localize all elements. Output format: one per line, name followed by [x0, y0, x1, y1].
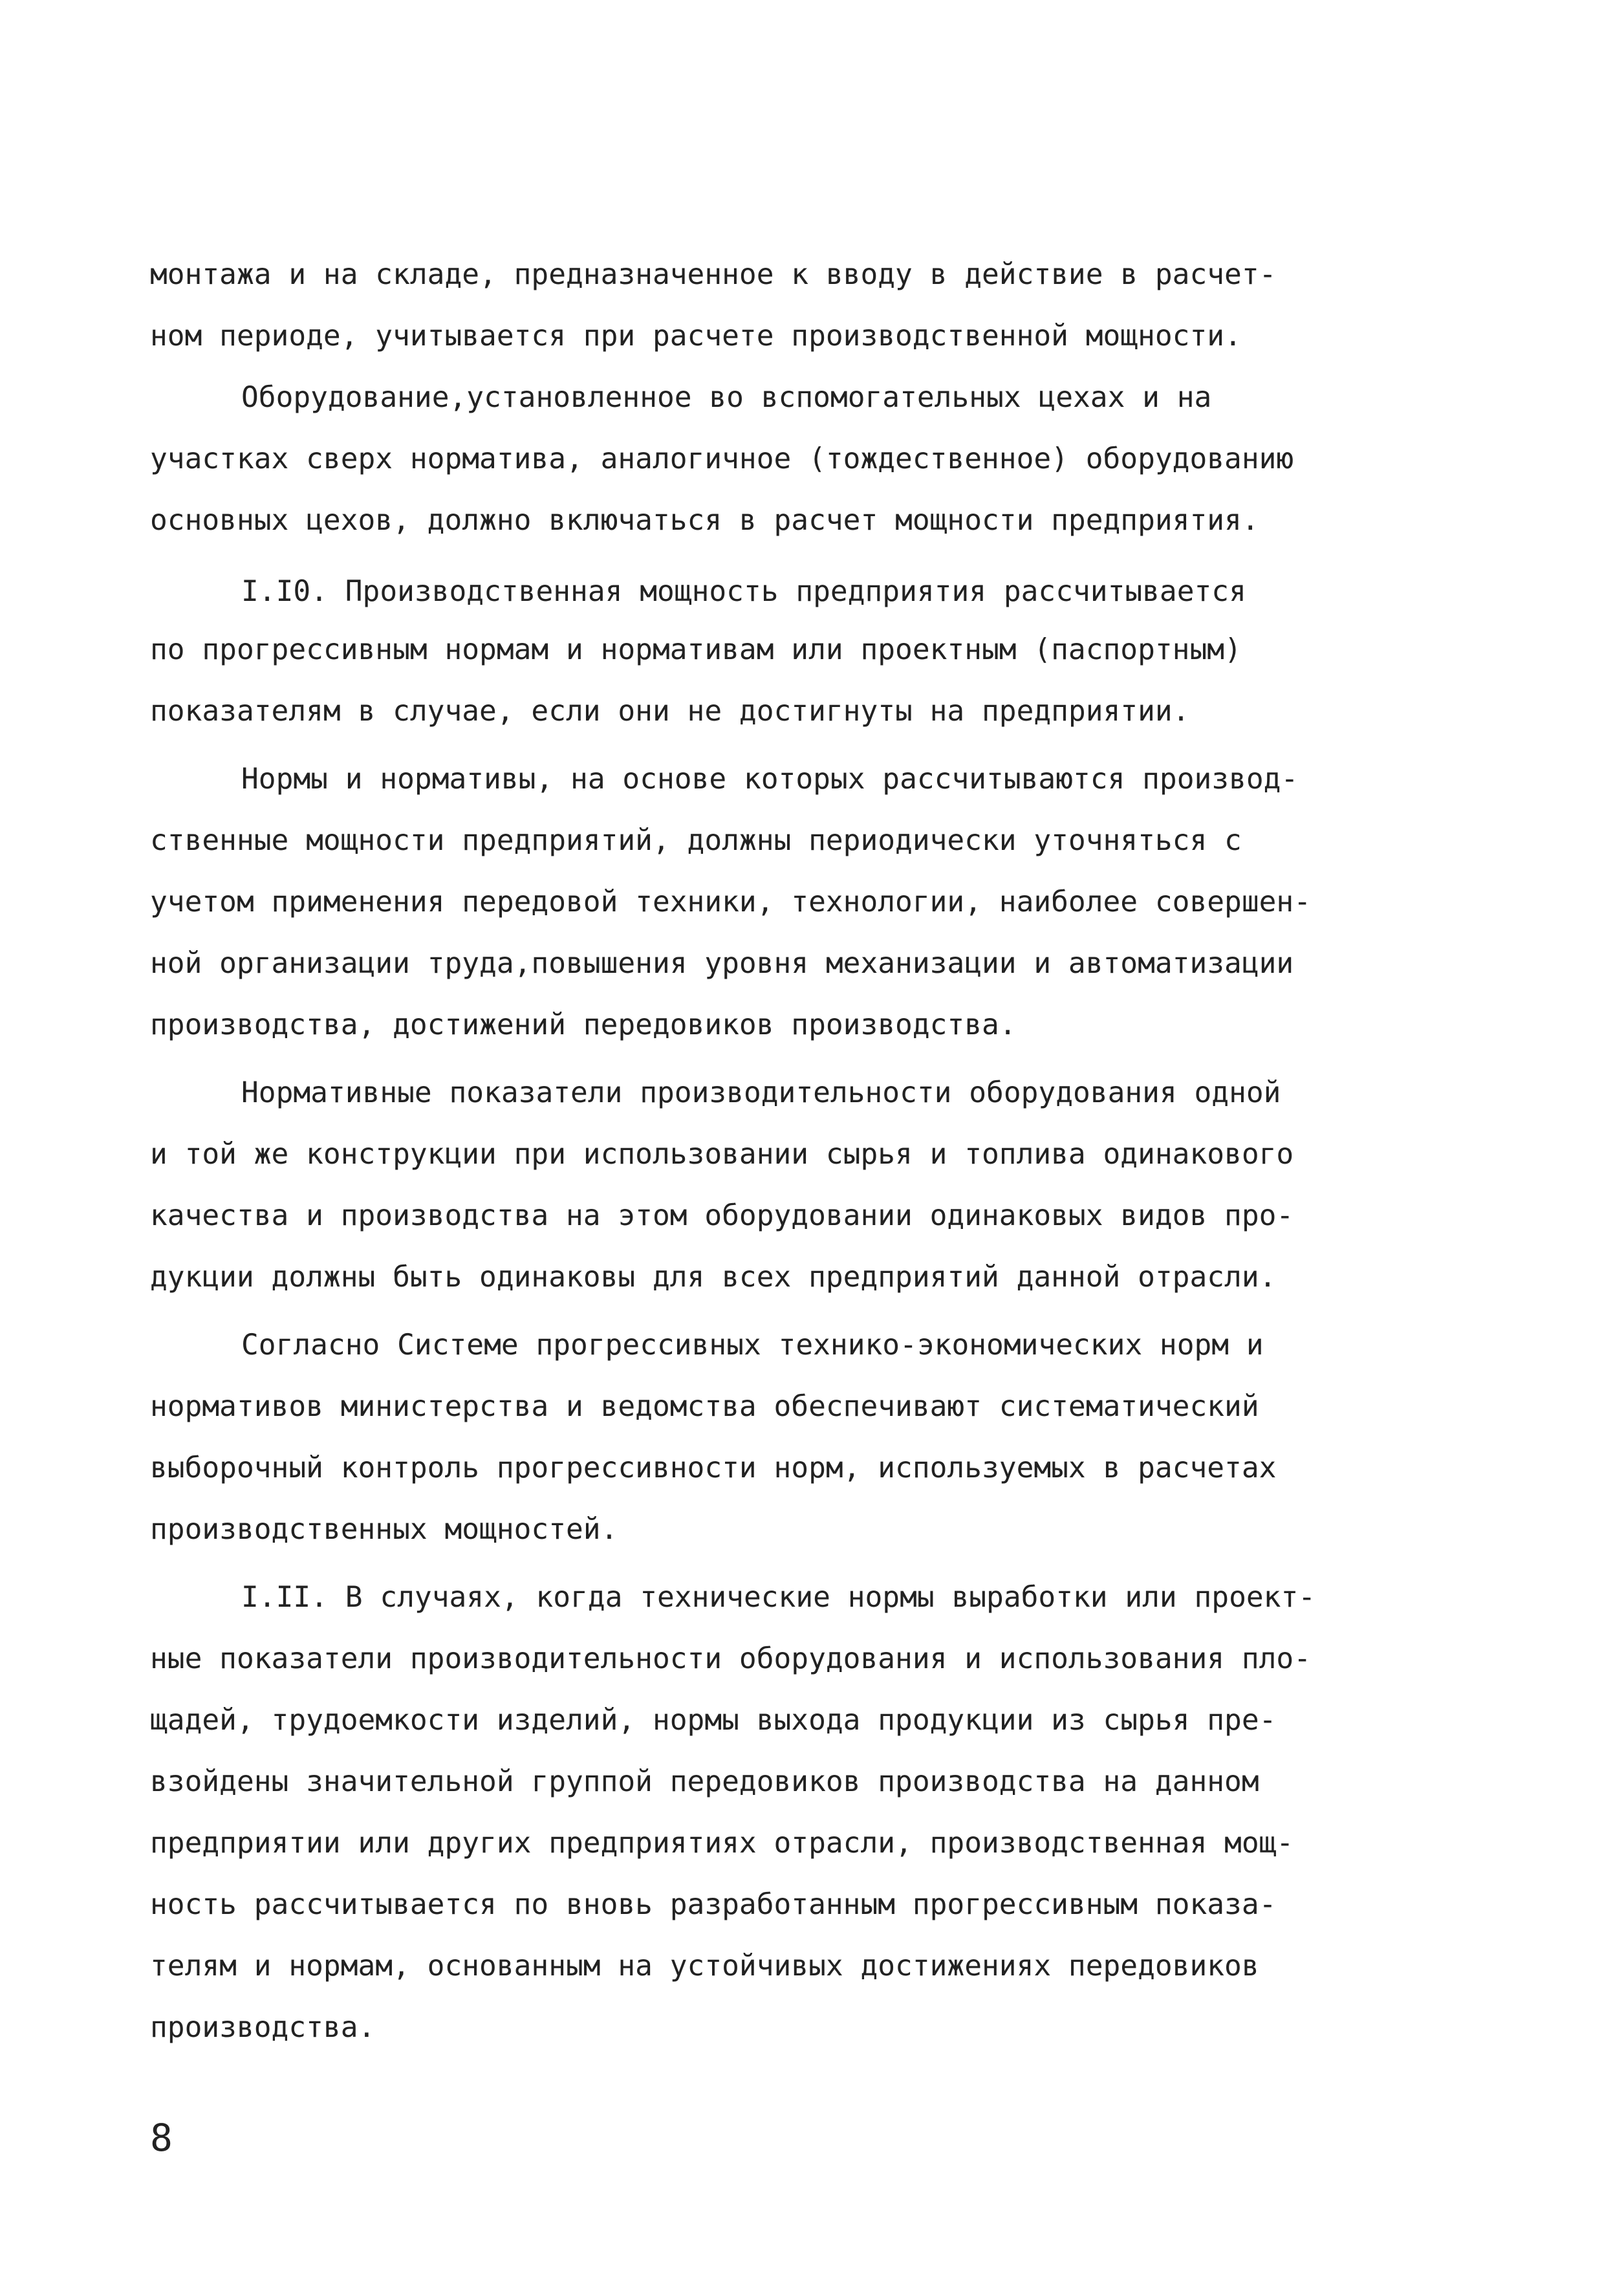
text-line: ном периоде, учитывается при расчете производственной мощности. — [150, 320, 1242, 353]
text-line: показателям в случае, если они не достигнуты на предприятии. — [150, 695, 1190, 728]
text-line: выборочный контроль прогрессивности норм, используемых в расчетах — [150, 1451, 1277, 1484]
text-line: монтажа и на складе, предназначенное к вводу в действие в расчет- — [150, 258, 1277, 291]
text-line: Оборудование,установленное во вспомогательных цехах и на — [241, 381, 1212, 414]
text-line: взойдены значительной группой передовиков производства на данном — [150, 1765, 1259, 1798]
text-line: дукции должны быть одинаковы для всех предприятий данной отрасли. — [150, 1261, 1277, 1294]
text-line: основных цехов, должно включаться в расчет мощности предприятия. — [150, 504, 1259, 537]
text-line: учетом применения передовой техники, технологии, наиболее совершен- — [150, 886, 1312, 918]
text-line: нормативов министерства и ведомства обеспечивают систематический — [150, 1390, 1259, 1423]
text-line: Нормы и нормативы, на основе которых рассчитываются производ- — [241, 763, 1299, 796]
text-line: ные показатели производительности оборудования и использования пло- — [150, 1642, 1312, 1675]
text-line: производства, достижений передовиков производства. — [150, 1008, 1017, 1041]
text-line: щадей, трудоемкости изделий, нормы выхода продукции из сырья пре- — [150, 1704, 1277, 1737]
text-line: производственных мощностей. — [150, 1513, 618, 1546]
text-line: I.II. В случаях, когда технические нормы выработки или проект- — [241, 1581, 1316, 1614]
text-line: Согласно Системе прогрессивных технико-экономических норм и — [241, 1329, 1264, 1362]
text-line: ность рассчитывается по вновь разработанным прогрессивным показа- — [150, 1888, 1277, 1921]
text-line: предприятии или других предприятиях отрасли, производственная мощ- — [150, 1827, 1294, 1860]
text-line: Нормативные показатели производительности оборудования одной — [241, 1076, 1281, 1109]
text-line: качества и производства на этом оборудовании одинаковых видов про- — [150, 1199, 1294, 1232]
text-line: телям и нормам, основанным на устойчивых достижениях передовиков — [150, 1950, 1259, 1983]
text-line: ной организации труда,повышения уровня механизации и автоматизации — [150, 947, 1294, 980]
text-line: производства. — [150, 2011, 376, 2044]
text-line: по прогрессивным нормам и нормативам или проектным (паспортным) — [150, 633, 1242, 666]
page-number: 8 — [150, 2116, 173, 2160]
text-line: I.I0. Производственная мощность предприятия рассчитывается — [241, 575, 1246, 608]
text-line: участках сверх норматива, аналогичное (тождественное) оборудованию — [150, 442, 1294, 475]
text-line: ственные мощности предприятий, должны периодически уточняться с — [150, 824, 1242, 857]
text-line: и той же конструкции при использовании сырья и топлива одинакового — [150, 1138, 1294, 1171]
